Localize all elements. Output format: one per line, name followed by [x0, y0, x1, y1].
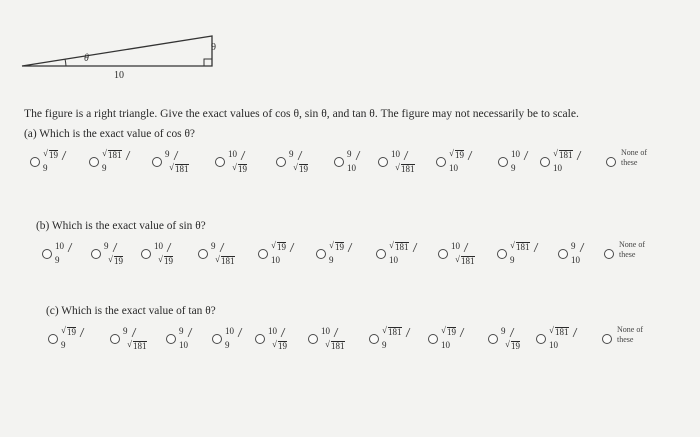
fraction-denominator: 9 [61, 340, 66, 350]
fraction-numerator: 9 [289, 149, 294, 159]
answer-choice[interactable] [215, 148, 265, 178]
fraction-numerator: √ 181 [510, 240, 530, 252]
fraction [104, 240, 136, 270]
answer-choice[interactable] [198, 240, 248, 270]
fraction-slash [280, 328, 286, 337]
radio-button[interactable] [436, 157, 446, 167]
fraction-numerator: 9 [123, 326, 128, 336]
fraction-denominator: 9 [102, 163, 107, 173]
opposite-side-label: 9 [211, 42, 216, 53]
radio-button[interactable] [376, 249, 386, 259]
radio-button[interactable] [212, 334, 222, 344]
radio-button[interactable] [558, 249, 568, 259]
answer-choice[interactable] [258, 240, 308, 270]
none-of-these-label: None of these [617, 325, 643, 344]
fraction-slash [61, 151, 67, 160]
fraction-numerator: 10 [321, 326, 330, 336]
fraction-slash [509, 328, 515, 337]
fraction-denominator: √ 19 [158, 254, 173, 266]
radio-button[interactable] [91, 249, 101, 259]
fraction-numerator: 10 [154, 241, 163, 251]
radio-button[interactable] [316, 249, 326, 259]
fraction-denominator: 9 [511, 163, 516, 173]
radio-button[interactable] [141, 249, 151, 259]
fraction-numerator: √ 181 [102, 148, 122, 160]
fraction-denominator: √ 19 [293, 162, 308, 174]
right-triangle-figure [14, 26, 234, 78]
radio-button[interactable] [369, 334, 379, 344]
fraction [225, 325, 257, 355]
answer-choice[interactable] [488, 325, 538, 355]
fraction [391, 148, 423, 178]
fraction [553, 148, 585, 178]
radio-button[interactable] [498, 157, 508, 167]
fraction-numerator: √ 19 [329, 240, 344, 252]
answer-choice[interactable] [152, 148, 202, 178]
fraction-numerator: √ 19 [43, 148, 58, 160]
answer-choice[interactable] [558, 240, 608, 270]
none-of-these-label: None of these [621, 148, 647, 167]
fraction-numerator: 9 [165, 149, 170, 159]
radio-button[interactable] [536, 334, 546, 344]
fraction [271, 240, 303, 270]
problem-statement: The figure is a right triangle. Give the exact values of cos θ, sin θ, and tan θ. The figure may not necessarily be to scale. [24, 107, 579, 120]
fraction-denominator: √ 19 [232, 162, 247, 174]
fraction-denominator: √ 181 [395, 162, 415, 174]
radio-button[interactable] [438, 249, 448, 259]
answer-choice[interactable] [141, 240, 191, 270]
fraction-slash [131, 328, 137, 337]
fraction-slash [533, 243, 539, 252]
none-of-these-label: None of these [619, 240, 645, 259]
fraction-denominator: 9 [43, 163, 48, 173]
fraction-slash [173, 151, 179, 160]
fraction [61, 325, 93, 355]
fraction-denominator: √ 19 [505, 339, 520, 351]
answer-choice[interactable] [30, 148, 80, 178]
fraction-denominator: 10 [389, 255, 398, 265]
fraction [441, 325, 473, 355]
fraction-numerator: √ 19 [271, 240, 286, 252]
fraction-slash [237, 328, 243, 337]
question-c-label: (c) Which is the exact value of tan θ? [46, 305, 216, 317]
fraction [329, 240, 361, 270]
fraction-slash [459, 328, 465, 337]
fraction [43, 148, 75, 178]
fraction [211, 240, 243, 270]
fraction [179, 325, 211, 355]
fraction-slash [112, 243, 118, 252]
radio-button[interactable] [276, 157, 286, 167]
fraction-denominator: 10 [441, 340, 450, 350]
answer-choice[interactable] [166, 325, 216, 355]
answer-choice[interactable] [42, 240, 92, 270]
fraction-denominator: 10 [449, 163, 458, 173]
fraction-denominator: √ 181 [127, 339, 147, 351]
fraction-numerator: 9 [501, 326, 506, 336]
question-a-label: (a) Which is the exact value of cos θ? [24, 128, 195, 140]
radio-button[interactable] [48, 334, 58, 344]
fraction-slash [572, 328, 578, 337]
radio-button[interactable] [488, 334, 498, 344]
radio-button[interactable] [334, 157, 344, 167]
fraction-numerator: 9 [347, 149, 352, 159]
answer-choice[interactable] [376, 240, 426, 270]
fraction-numerator: √ 19 [449, 148, 464, 160]
radio-button[interactable] [258, 249, 268, 259]
answer-choice[interactable] [536, 325, 586, 355]
fraction [123, 325, 155, 355]
answer-choice[interactable] [255, 325, 305, 355]
fraction-denominator: √ 19 [108, 254, 123, 266]
fraction-denominator: √ 19 [272, 339, 287, 351]
fraction-numerator: √ 181 [549, 325, 569, 337]
fraction-slash [166, 243, 172, 252]
fraction [389, 240, 421, 270]
fraction-denominator: 10 [179, 340, 188, 350]
angle-label: θ [84, 53, 89, 64]
fraction-denominator: √ 181 [455, 254, 475, 266]
fraction-numerator: √ 19 [61, 325, 76, 337]
fraction-numerator: √ 181 [382, 325, 402, 337]
fraction-slash [187, 328, 193, 337]
fraction-denominator: 9 [329, 255, 334, 265]
radio-button[interactable] [606, 157, 616, 167]
fraction-denominator: 9 [382, 340, 387, 350]
fraction [449, 148, 481, 178]
fraction-denominator: √ 181 [215, 254, 235, 266]
answer-choice[interactable] [602, 325, 672, 355]
fraction-denominator: 10 [571, 255, 580, 265]
radio-button[interactable] [378, 157, 388, 167]
fraction-slash [576, 151, 582, 160]
fraction-denominator: 9 [225, 340, 230, 350]
radio-button[interactable] [428, 334, 438, 344]
answer-choice[interactable] [378, 148, 428, 178]
fraction-slash [355, 151, 361, 160]
answer-choice[interactable] [316, 240, 366, 270]
fraction-numerator: 10 [225, 326, 234, 336]
fraction [165, 148, 197, 178]
fraction-slash [219, 243, 225, 252]
fraction-numerator: 10 [228, 149, 237, 159]
fraction-numerator: 9 [179, 326, 184, 336]
fraction-numerator: 10 [55, 241, 64, 251]
fraction-slash [67, 243, 73, 252]
fraction-slash [463, 243, 469, 252]
fraction [289, 148, 321, 178]
question-b-label: (b) Which is the exact value of sin θ? [36, 220, 206, 232]
radio-button[interactable] [152, 157, 162, 167]
radio-button[interactable] [166, 334, 176, 344]
answer-choice[interactable] [48, 325, 98, 355]
fraction-denominator: 9 [55, 255, 60, 265]
answer-choice[interactable] [438, 240, 488, 270]
radio-button[interactable] [255, 334, 265, 344]
fraction-numerator: 9 [571, 241, 576, 251]
answer-choice[interactable] [91, 240, 141, 270]
fraction-denominator: 9 [510, 255, 515, 265]
fraction-slash [412, 243, 418, 252]
answer-choice[interactable] [436, 148, 486, 178]
answer-choice[interactable] [428, 325, 478, 355]
fraction [321, 325, 353, 355]
angle-arc [65, 59, 66, 66]
fraction-numerator: 10 [391, 149, 400, 159]
fraction-denominator: √ 181 [325, 339, 345, 351]
fraction-numerator: √ 181 [553, 148, 573, 160]
fraction [228, 148, 260, 178]
answer-choice[interactable] [276, 148, 326, 178]
radio-button[interactable] [215, 157, 225, 167]
radio-button[interactable] [42, 249, 52, 259]
fraction-slash [125, 151, 131, 160]
fraction-slash [79, 328, 85, 337]
answer-choice[interactable] [540, 148, 590, 178]
fraction-numerator: 9 [211, 241, 216, 251]
fraction [102, 148, 134, 178]
fraction-slash [523, 151, 529, 160]
fraction-numerator: 9 [104, 241, 109, 251]
fraction [510, 240, 542, 270]
answer-choice[interactable] [497, 240, 547, 270]
fraction [501, 325, 533, 355]
fraction [549, 325, 581, 355]
fraction-numerator: 10 [511, 149, 520, 159]
right-angle-marker [204, 59, 212, 66]
fraction-slash [347, 243, 353, 252]
fraction-denominator: 10 [549, 340, 558, 350]
fraction-denominator: 10 [553, 163, 562, 173]
fraction [268, 325, 300, 355]
adjacent-side-label: 10 [114, 70, 124, 81]
fraction-numerator: √ 19 [441, 325, 456, 337]
fraction [154, 240, 186, 270]
fraction-slash [579, 243, 585, 252]
fraction [347, 148, 379, 178]
radio-button[interactable] [308, 334, 318, 344]
radio-button[interactable] [604, 249, 614, 259]
radio-button[interactable] [198, 249, 208, 259]
fraction-slash [333, 328, 339, 337]
answer-choice[interactable] [334, 148, 384, 178]
answer-choice[interactable] [604, 240, 674, 270]
fraction-numerator: 10 [451, 241, 460, 251]
answer-choice[interactable] [110, 325, 160, 355]
fraction [571, 240, 603, 270]
fraction [55, 240, 87, 270]
radio-button[interactable] [110, 334, 120, 344]
radio-button[interactable] [540, 157, 550, 167]
fraction-slash [405, 328, 411, 337]
triangle-outline [22, 36, 212, 66]
fraction [451, 240, 483, 270]
answer-choice[interactable] [89, 148, 139, 178]
fraction-numerator: √ 181 [389, 240, 409, 252]
fraction [511, 148, 543, 178]
fraction [382, 325, 414, 355]
fraction-numerator: 10 [268, 326, 277, 336]
fraction-denominator: √ 181 [169, 162, 189, 174]
radio-button[interactable] [602, 334, 612, 344]
answer-choice[interactable] [606, 148, 676, 178]
fraction-slash [467, 151, 473, 160]
radio-button[interactable] [89, 157, 99, 167]
answer-choice[interactable] [308, 325, 358, 355]
fraction-slash [240, 151, 246, 160]
radio-button[interactable] [30, 157, 40, 167]
radio-button[interactable] [497, 249, 507, 259]
fraction-slash [297, 151, 303, 160]
fraction-denominator: 10 [347, 163, 356, 173]
fraction-denominator: 10 [271, 255, 280, 265]
answer-choice[interactable] [369, 325, 419, 355]
fraction-slash [289, 243, 295, 252]
fraction-slash [403, 151, 409, 160]
